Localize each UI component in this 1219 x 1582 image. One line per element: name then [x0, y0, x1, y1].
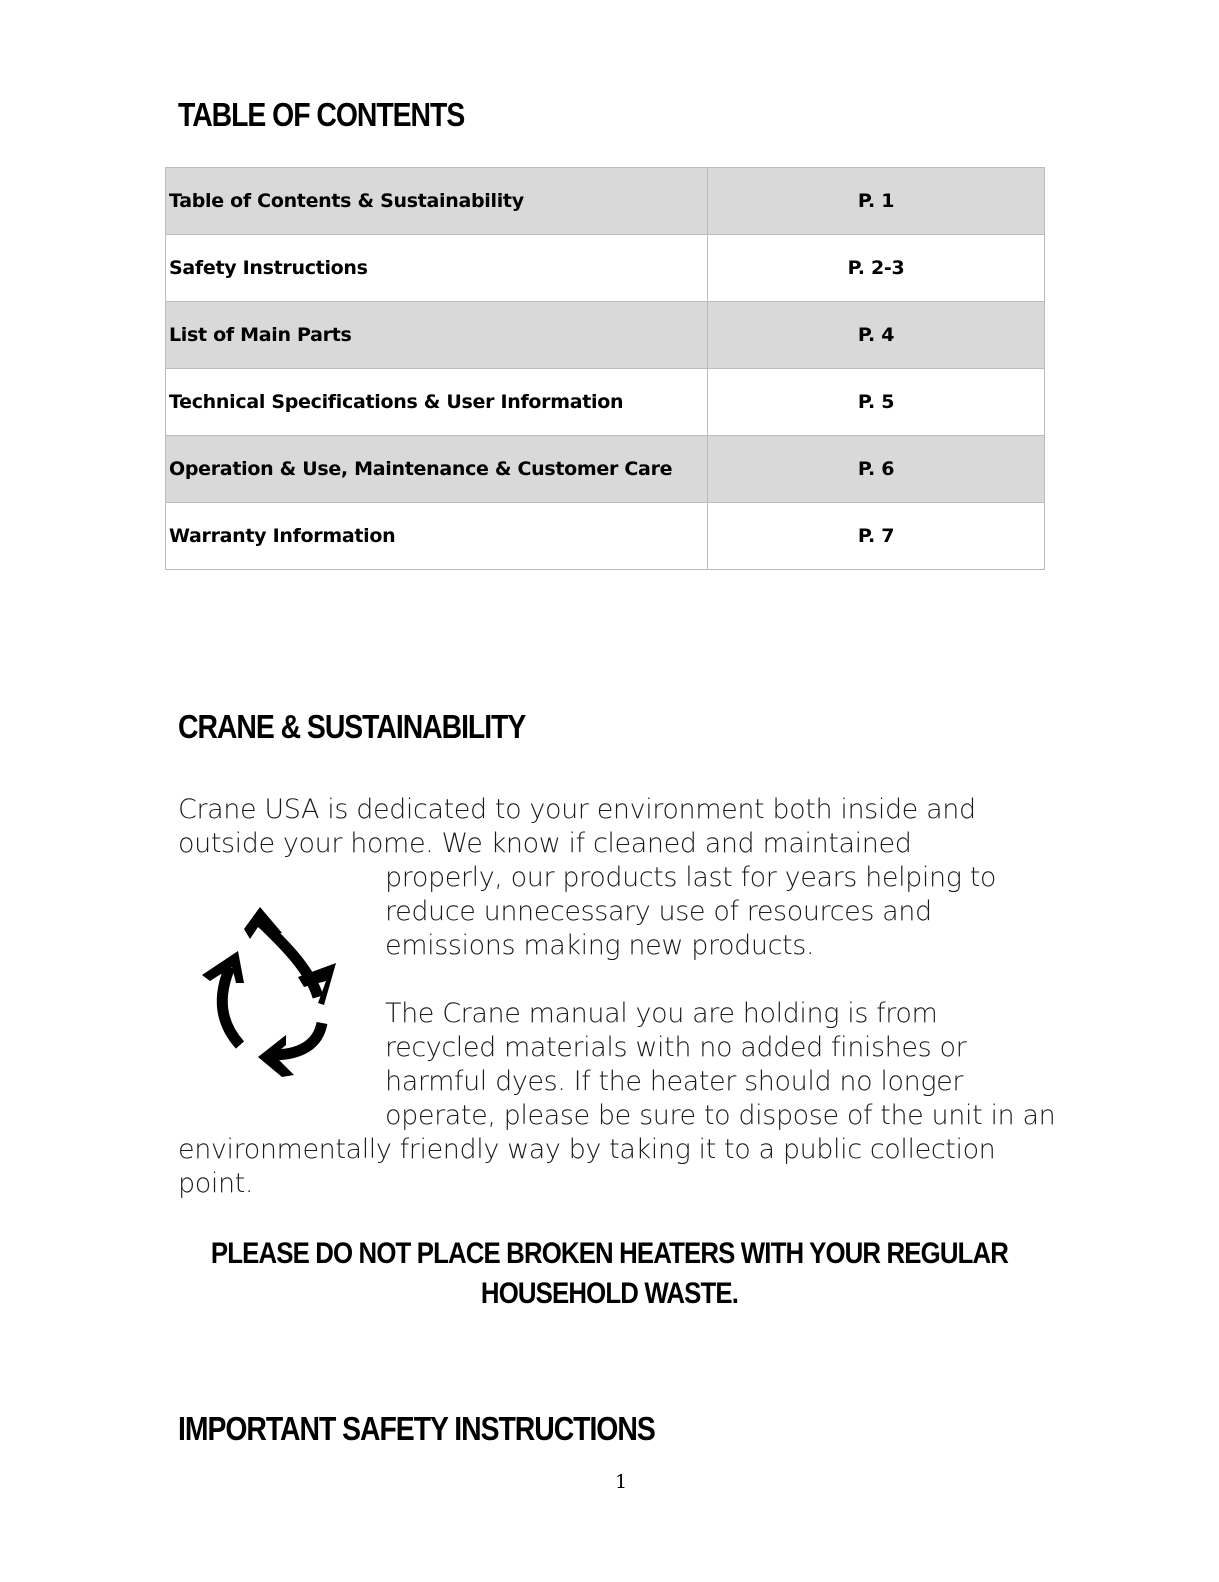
sustainability-text-line: emissions making new products. — [385, 930, 815, 961]
page-number: 1 — [614, 1471, 628, 1493]
toc-heading: TABLE OF CONTENTS — [178, 96, 465, 133]
toc-page: P. 6 — [708, 436, 1045, 503]
toc-section: Safety Instructions — [166, 235, 708, 302]
sustainability-text-line: properly, our products last for years helping to — [385, 862, 997, 893]
sustainability-text-line: The Crane manual you are holding is from — [385, 998, 938, 1029]
table-row — [166, 235, 1045, 302]
table-row — [166, 302, 1045, 369]
table-row — [166, 168, 1045, 235]
warning-text-line: HOUSEHOLD WASTE. — [480, 1277, 739, 1310]
toc-page: P. 1 — [708, 168, 1045, 235]
sustainability-text-line: reduce unnecessary use of resources and — [385, 896, 932, 927]
sustainability-text-line: point. — [178, 1168, 254, 1199]
sustainability-text-line: recycled materials with no added finishes or — [385, 1032, 967, 1063]
toc-section: Technical Specifications & User Information — [166, 369, 708, 436]
sustainability-heading: CRANE & SUSTAINABILITY — [178, 708, 526, 745]
toc-page: P. 4 — [708, 302, 1045, 369]
toc-page: P. 5 — [708, 369, 1045, 436]
sustainability-text-line: Crane USA is dedicated to your environment both inside and — [178, 794, 976, 825]
toc-section: List of Main Parts — [166, 302, 708, 369]
table-row — [166, 369, 1045, 436]
warning-text-line: PLEASE DO NOT PLACE BROKEN HEATERS WITH YOUR REGULAR — [210, 1237, 1009, 1270]
toc-page: P. 7 — [708, 503, 1045, 570]
toc-section: Table of Contents & Sustainability — [166, 168, 708, 235]
table-row — [166, 503, 1045, 570]
toc-page: P. 2-3 — [708, 235, 1045, 302]
toc-section: Operation & Use, Maintenance & Customer Care — [166, 436, 708, 503]
table-row — [166, 436, 1045, 503]
sustainability-text-line: outside your home. We know if cleaned and maintained — [178, 828, 912, 859]
sustainability-text-line: harmful dyes. If the heater should no longer — [385, 1066, 964, 1097]
toc-table — [165, 167, 1045, 570]
toc-section: Warranty Information — [166, 503, 708, 570]
sustainability-text-line: operate, please be sure to dispose of the unit in an — [385, 1100, 1056, 1131]
safety-heading: IMPORTANT SAFETY INSTRUCTIONS — [178, 1410, 655, 1447]
sustainability-text-line: environmentally friendly way by taking it to a public collection — [178, 1134, 996, 1165]
recycle-icon — [200, 905, 345, 1090]
